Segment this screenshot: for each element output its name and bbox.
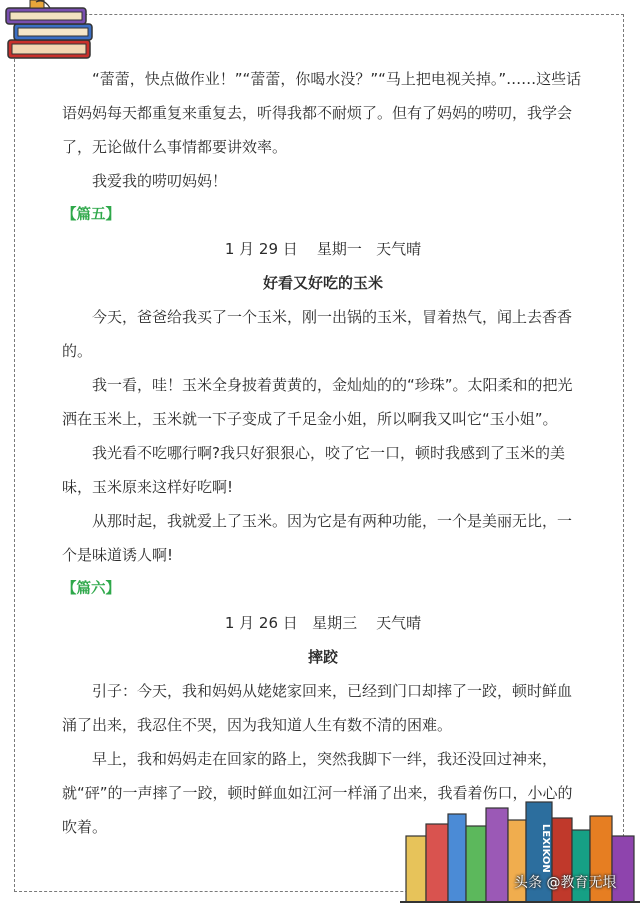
paragraph: 我一看，哇！玉米全身披着黄黄的，金灿灿的的“珍珠”。太阳柔和的把光洒在玉米上，玉米就一下子变成了千足金小姐，所以啊我又叫它“玉小姐”。 <box>62 376 573 428</box>
book-stack-icon <box>0 0 112 66</box>
section-tag-pian-liu: 【篇六】 <box>62 581 120 597</box>
paragraph: 早上，我和妈妈走在回家的路上，突然我脚下一绊，我还没回过神来，就“砰”的一声摔了一跤，顿时鲜血如江河一样涌了出来，我看着伤口，小心的吹着。 <box>62 750 573 836</box>
book-spine-text: LEXIKON <box>540 824 551 873</box>
essay-title: 好看又好吃的玉米 <box>262 274 383 292</box>
diary-dateline: 1 月 26 日 星期三 天气晴 <box>224 614 422 632</box>
essay-title: 摔跤 <box>307 648 338 666</box>
watermark: 头条 @教育无垠 <box>514 875 617 891</box>
diary-dateline: 1 月 29 日 星期一 天气晴 <box>224 240 422 258</box>
section-tag-pian-wu: 【篇五】 <box>62 207 120 223</box>
paragraph: 我光看不吃哪行啊?我只好狠狠心，咬了它一口，顿时我感到了玉米的美味，玉米原来这样好吃啊! <box>62 444 565 496</box>
paragraph: 我爱我的唠叨妈妈！ <box>92 172 228 190</box>
paragraph: 从那时起，我就爱上了玉米。因为它是有两种功能，一个是美丽无比，一个是味道诱人啊! <box>62 512 573 564</box>
paragraph: 引子：今天，我和妈妈从姥姥家回来，已经到门口却摔了一跤，顿时鲜血涌了出来，我忍住不哭，因为我知道人生有数不清的困难。 <box>62 682 573 734</box>
paragraph: 今天，爸爸给我买了一个玉米，刚一出锅的玉米，冒着热气，闻上去香香的。 <box>62 308 573 360</box>
article-body <box>62 62 584 844</box>
paragraph: “蕾蕾，快点做作业！”“蕾蕾，你喝水没？”“马上把电视关掉。”……这些话语妈妈每天都重复来重复去，听得我都不耐烦了。但有了妈妈的唠叨，我学会了，无论做什么事情都要讲效率。 <box>62 70 582 156</box>
